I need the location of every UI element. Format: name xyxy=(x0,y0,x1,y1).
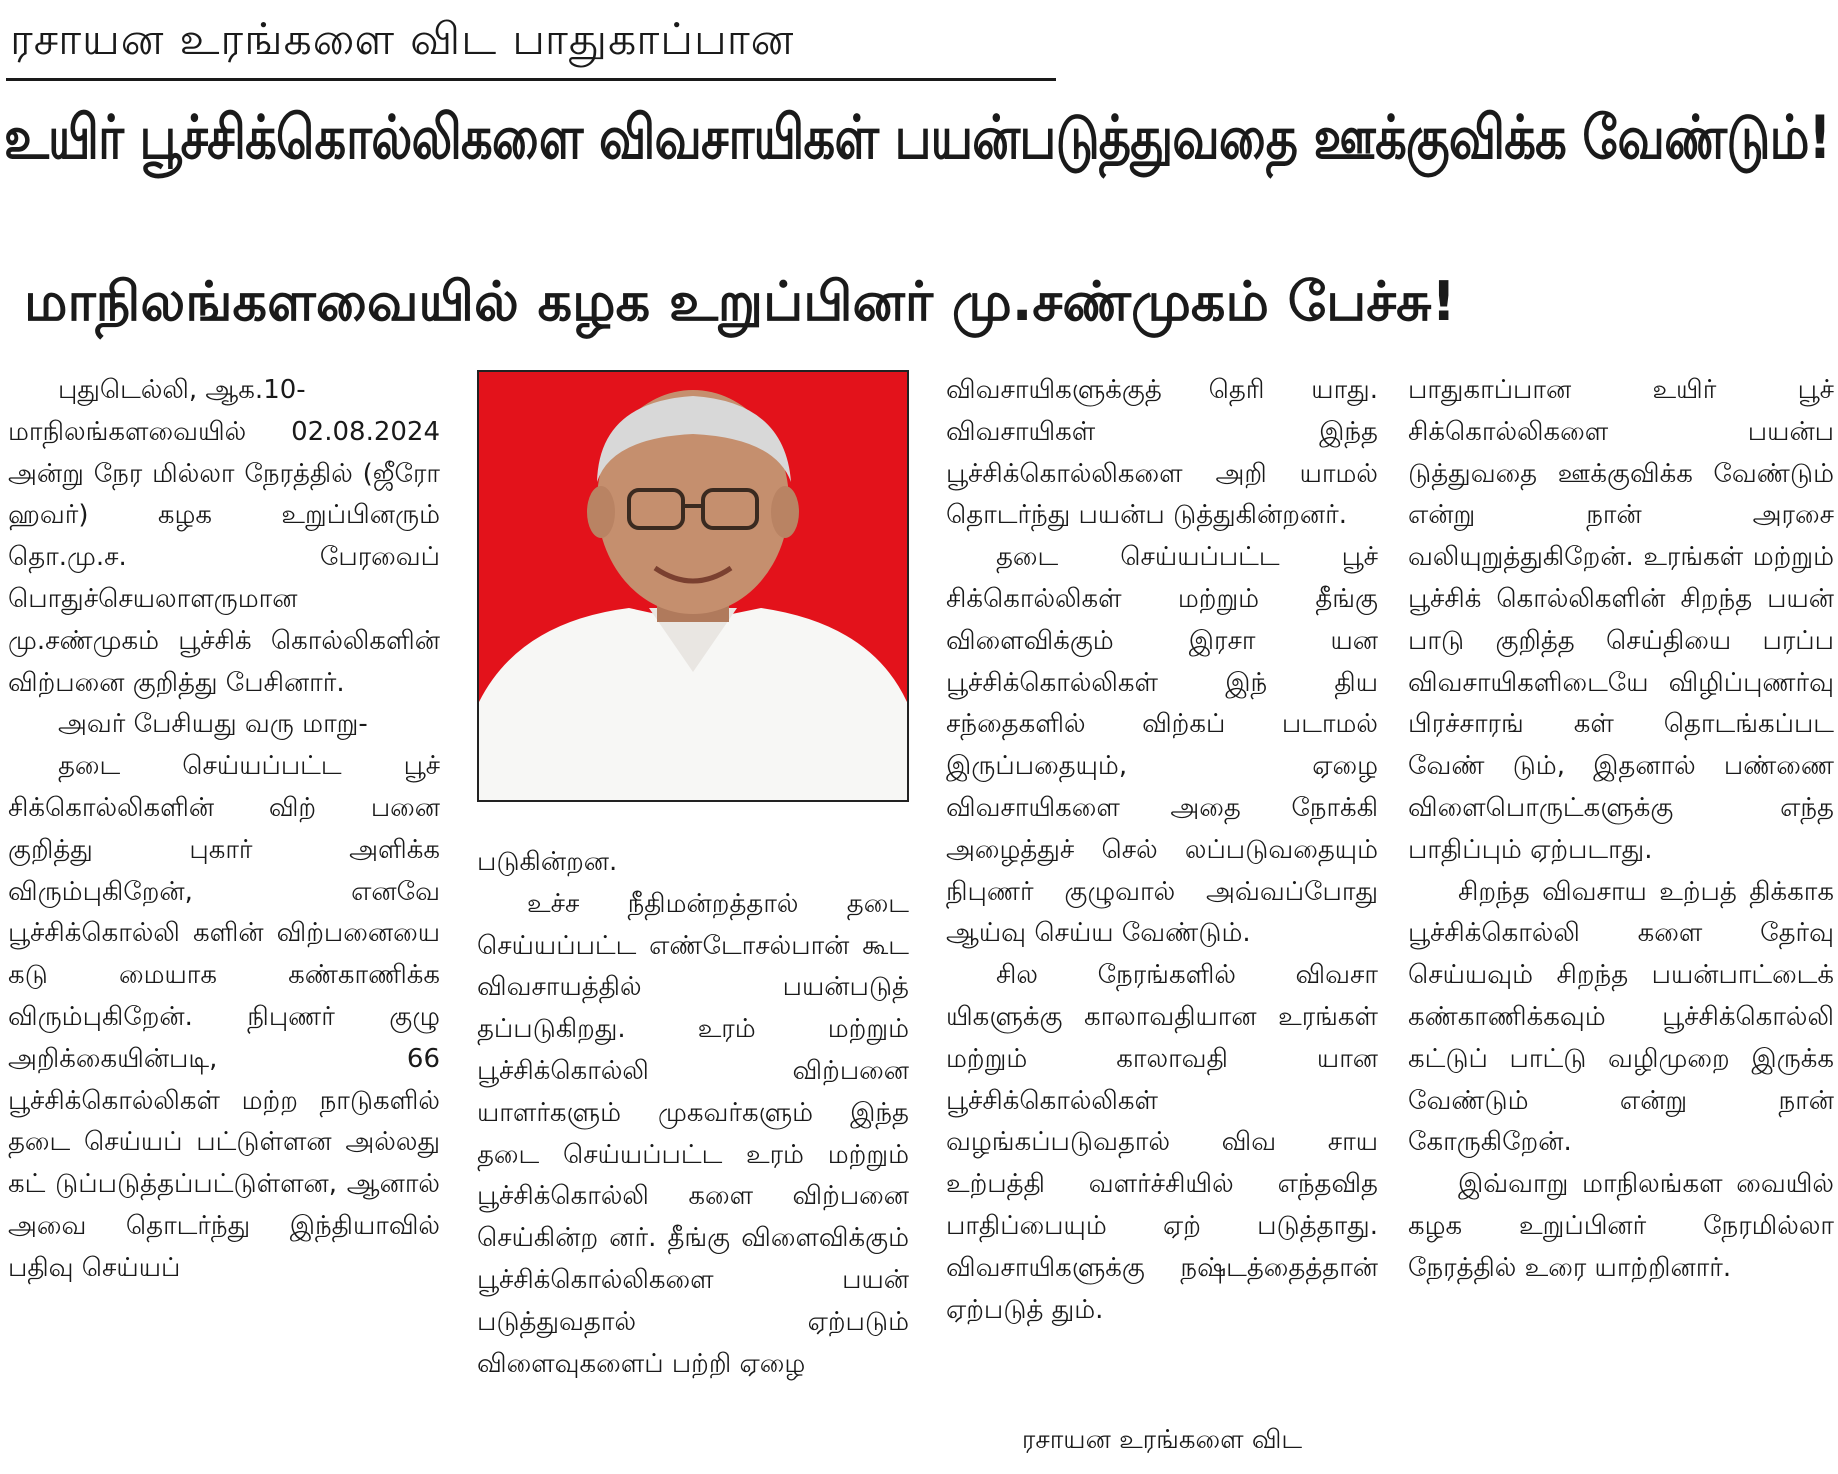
article-headline: உயிர் பூச்சிக்கொல்லிகளை விவசாயிகள் பயன்படுத்துவதை ஊக்குவிக்க வேண்டும்! xyxy=(4,103,1831,173)
article-column-2 xyxy=(477,842,909,1472)
paragraph: விவசாயிகளுக்குத் தெரி யாது. விவசாயிகள் இந்த பூச்சிக்கொல்லிகளை அறி யாமல் தொடர்ந்து பயன்ப டுத்துகின்றனர். xyxy=(946,375,1378,531)
article-column-3 xyxy=(946,370,1378,1470)
paragraph: சில நேரங்களில் விவசா யிகளுக்கு காலாவதியான உரங்கள் மற்றும் காலாவதி யான பூச்சிக்கொல்லிகள் வழங்கப்படுவதால் விவ சாய உற்பத்தி வளர்ச்சியில் எந்தவித பாதிப்பையும் ஏற் படுத்தாது. விவசாயிகளுக்கு நஷ்டத்தைத்தான் ஏற்படுத் தும். xyxy=(946,960,1378,1325)
dateline: புதுடெல்லி, ஆக.10- xyxy=(58,375,306,405)
paragraph: சிறந்த விவசாய உற்பத் திக்காக பூச்சிக்கொல்லி களை தேர்வு செய்யவும் சிறந்த பயன்பாட்டைக் கண்காணிக்கவும் பூச்சிக்கொல்லி கட்டுப் பாட்டு வழிமுறை இருக்க வேண்டும் என்று நான் கோருகிறேன். xyxy=(1408,876,1834,1158)
portrait-photo-icon xyxy=(479,372,907,800)
paragraph: உச்ச நீதிமன்றத்தால் தடை செய்யப்பட்ட எண்டோசல்பான் கூட விவசாயத்தில் பயன்படுத் தப்படுகிறது. உரம் மற்றும் பூச்சிக்கொல்லி விற்பனை யாளர்களும் முகவர்களும் இந்த தடை செய்யப்பட்ட உரம் மற்றும் பூச்சிக்கொல்லி களை விற்பனை செய்கின்ற னர். தீங்கு விளைவிக்கும் பூச்சிக்கொல்லிகளை பயன் படுத்துவதால் ஏற்படும் விளைவுகளைப் பற்றி ஏழை xyxy=(477,888,909,1379)
article-column-1 xyxy=(8,370,440,1470)
paragraph: தடை செய்யப்பட்ட பூச் சிக்கொல்லிகள் மற்றும் தீங்கு விளைவிக்கும் இரசா யன பூச்சிக்கொல்லிகள் இந் திய சந்தைகளில் விற்கப் படாமல் இருப்பதையும், ஏழை விவசாயிகளை அதை நோக்கி அழைத்துச் செல் லப்படுவதையும் நிபுணர் குழுவால் அவ்வப்போது ஆய்வு செய்ய வேண்டும். xyxy=(946,542,1378,949)
paragraph: பாதுகாப்பான உயிர் பூச் சிக்கொல்லிகளை பயன்ப டுத்துவதை ஊக்குவிக்க வேண்டும் என்று நான் அரசை வலியுறுத்துகிறேன். உரங்கள் மற்றும் பூச்சிக் கொல்லிகளின் சிறந்த பயன் பாடு குறித்த செய்தியை பரப்ப விவசாயிகளிடையே விழிப்புணர்வு பிரச்சாரங் கள் தொடங்கப்பட வேண் டும், இதனால் பண்ணை விளைபொருட்களுக்கு எந்த பாதிப்பும் ஏற்படாது. xyxy=(1408,375,1834,865)
portrait-photo xyxy=(477,370,909,802)
kicker-underline xyxy=(6,78,1056,81)
paragraph: படுகின்றன. xyxy=(477,847,618,877)
article-subheadline: மாநிலங்களவையில் கழக உறுப்பினர் மு.சண்முகம் பேச்சு! xyxy=(24,270,1457,333)
paragraph: மாநிலங்களவையில் 02.08.2024 அன்று நேர மில்லா நேரத்தில் (ஜீரோ ஹவர்) கழக உறுப்பினரும் தொ.மு.ச. பேரவைப் பொதுச்செயலாளருமான மு.சண்முகம் பூச்சிக் கொல்லிகளின் விற்பனை குறித்து பேசினார். xyxy=(8,416,440,698)
paragraph: இவ்வாறு மாநிலங்கள வையில் கழக உறுப்பினர் நேரமில்லா நேரத்தில் உரை யாற்றினார். xyxy=(1408,1169,1834,1283)
article-column-4 xyxy=(1408,370,1834,1470)
continuation-line: ரசாயன உரங்களை விட xyxy=(1021,1425,1303,1456)
paragraph: அவர் பேசியது வரு மாறு- xyxy=(58,709,368,740)
article-kicker: ரசாயன உரங்களை விட பாதுகாப்பான xyxy=(10,14,795,65)
paragraph: தடை செய்யப்பட்ட பூச் சிக்கொல்லிகளின் விற் பனை குறித்து புகார் அளிக்க விரும்புகிறேன், எனவே பூச்சிக்கொல்லி களின் விற்பனையை கடு மையாக கண்காணிக்க விரும்புகிறேன். நிபுணர் குழு அறிக்கையின்படி, 66 பூச்சிக்கொல்லிகள் மற்ற நாடுகளில் தடை செய்யப் பட்டுள்ளன அல்லது கட் டுப்படுத்தப்பட்டுள்ளன, ஆனால் அவை தொடர்ந்து இந்தியாவில் பதிவு செய்யப் xyxy=(8,751,440,1283)
